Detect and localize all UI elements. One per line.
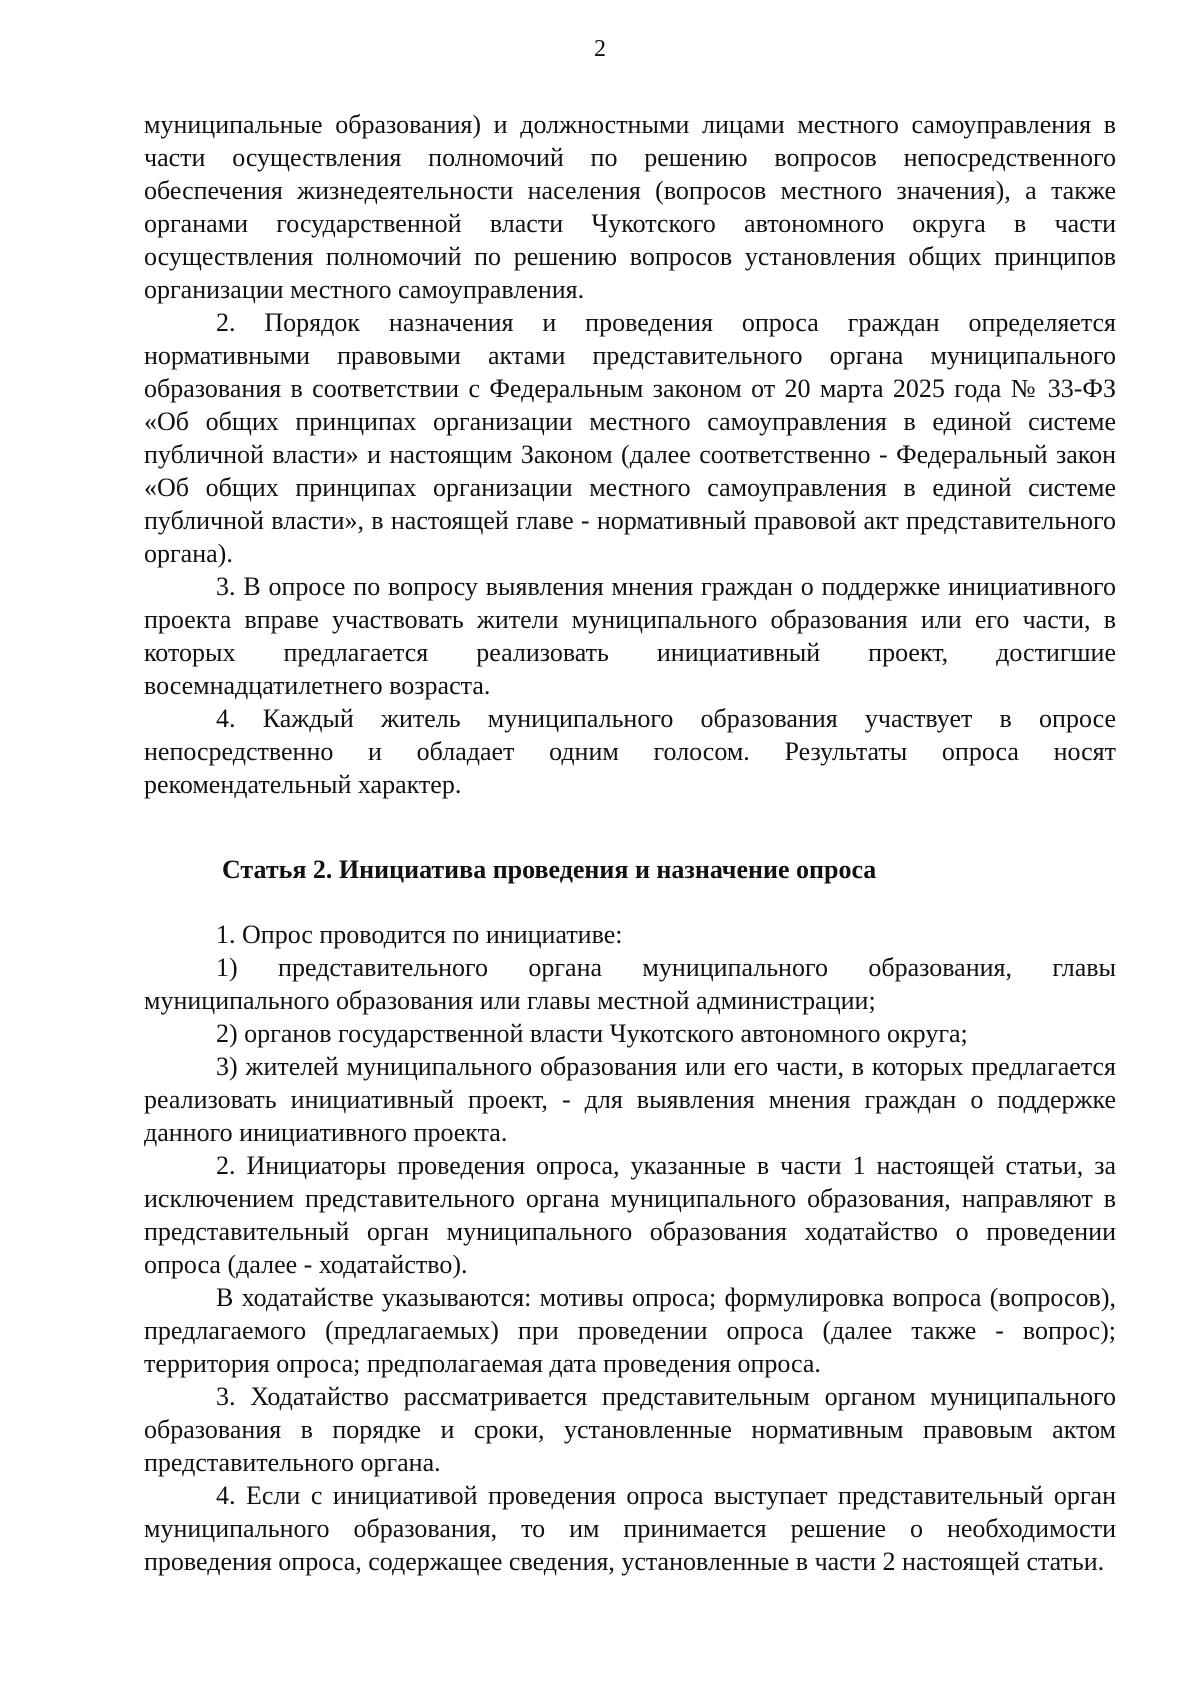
paragraph-art2-part-1: 1. Опрос проводится по инициативе: [216,920,623,949]
paragraph-art2-item-2: 2) органов государственной власти Чукотского автономного округа; [216,1019,968,1048]
paragraph-art2-part-4: 4. Если с инициативой проведения опроса выступает представительный орган муниципального образования, то им принимается решение о необходимости проведения опроса, содержащее сведения, установленные в части 2 настоящей статьи. [144,1481,1116,1576]
paragraph-continuation: муниципальные образования) и должностными лицами местного самоуправления в части осуществления полномочий по решению вопросов непосредственного обеспечения жизнедеятельности населения (вопросов местного значения), а также органами государственной власти Чукотского автономного округа в части осуществления полномочий по решению вопросов установления общих принципов организации местного самоуправления. [144,110,1116,304]
paragraph-art2-part-3: 3. Ходатайство рассматривается представительным органом муниципального образования в порядке и сроки, установленные нормативным правовым актом представительного органа. [144,1382,1116,1477]
page-number: 2 [594,36,606,62]
paragraph-art2-item-3: 3) жителей муниципального образования или его части, в которых предлагается реализовать инициативный проект, - для выявления мнения граждан о поддержке данного инициативного проекта. [144,1052,1116,1147]
paragraph-part-2: 2. Порядок назначения и проведения опроса граждан определяется нормативными правовыми актами представительного органа муниципального образования в соответствии с Федеральным законом от 20 марта 2025 года № 33-ФЗ «Об общих принципах организации местного самоуправления в единой системе публичной власти» и настоящим Законом (далее соответственно - Федеральный закон «Об общих принципах организации местного самоуправления в единой системе публичной власти», в настоящей главе - нормативный правовой акт представительного органа). [144,308,1116,568]
paragraph-part-4: 4. Каждый житель муниципального образования участвует в опросе непосредственно и обладает одним голосом. Результаты опроса носят рекомендательный характер. [144,704,1116,799]
paragraph-part-3: 3. В опросе по вопросу выявления мнения граждан о поддержке инициативного проекта вправе участвовать жители муниципального образования или его части, в которых предлагается реализовать инициативный проект, достигшие восемнадцатилетнего возраста. [144,572,1116,700]
article-title: Статья 2. Инициатива проведения и назначение опроса [222,855,877,884]
paragraph-art2-part-2: 2. Инициаторы проведения опроса, указанные в части 1 настоящей статьи, за исключением представительного органа муниципального образования, направляют в представительный орган муниципального образования ходатайство о проведении опроса (далее - ходатайство). [144,1151,1116,1279]
paragraph-art2-petition-contents: В ходатайстве указываются: мотивы опроса; формулировка вопроса (вопросов), предлагаемого (предлагаемых) при проведении опроса (далее также - вопрос); территория опроса; предполагаемая дата проведения опроса. [144,1283,1116,1378]
document-body [144,108,1116,1578]
paragraph-art2-item-1: 1) представительного органа муниципального образования, главы муниципального образования или главы местной администрации; [144,953,1116,1015]
